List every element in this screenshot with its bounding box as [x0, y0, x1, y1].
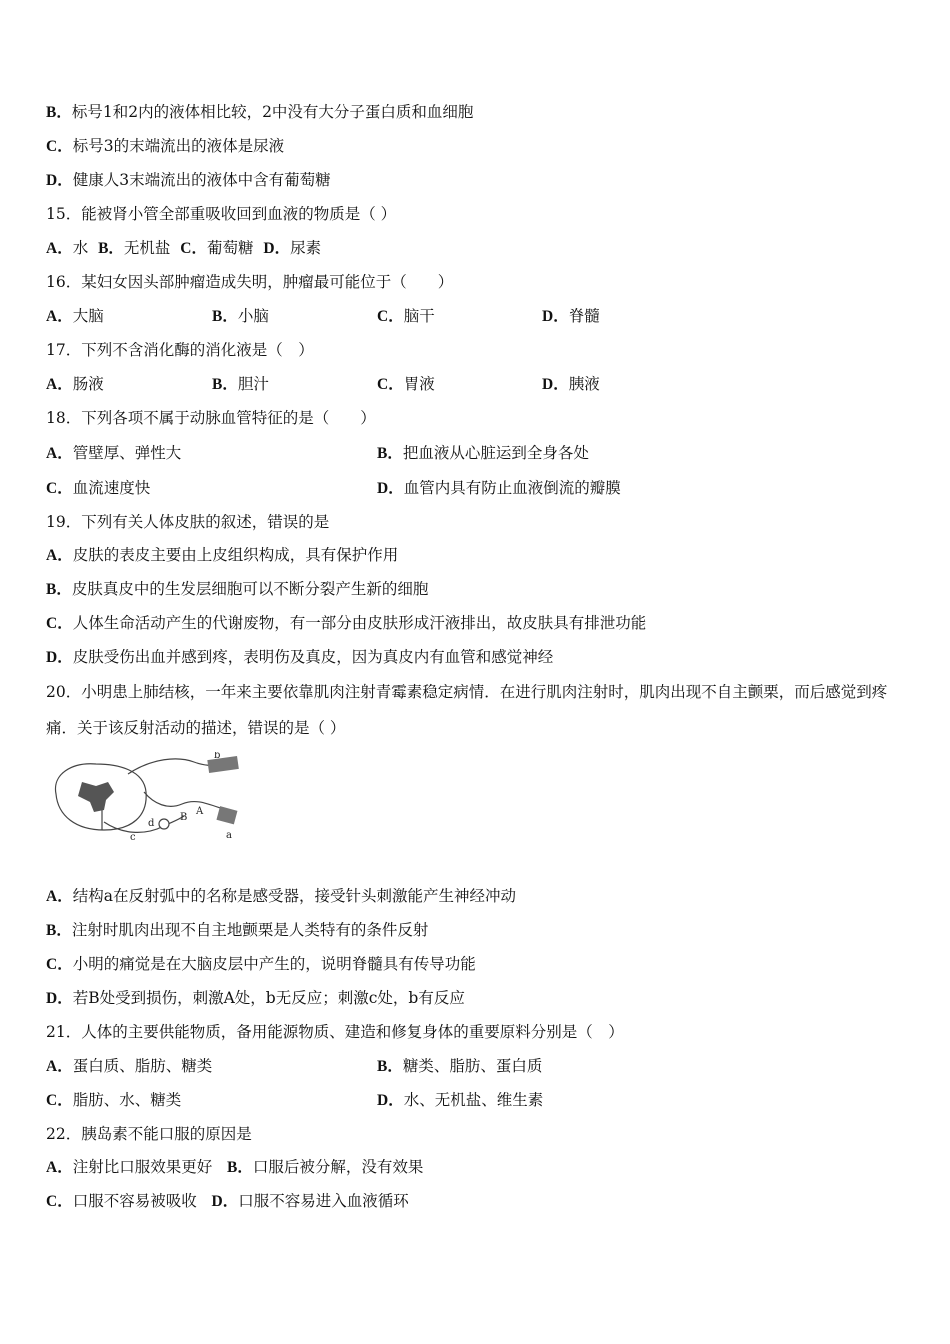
q21-option-a: A．蛋白质、脂肪、糖类	[46, 1057, 213, 1075]
label-A: A	[196, 806, 204, 817]
q14-option-d: D．健康人3末端流出的液体中含有葡萄糖	[46, 171, 331, 189]
q19-stem: 19．下列有关人体皮肤的叙述，错误的是	[46, 513, 330, 531]
q17-option-d: D．胰液	[542, 375, 600, 393]
q17-option-a: A．肠液	[46, 375, 104, 393]
q20-option-d: D．若B处受到损伤，刺激A处，b无反应；刺激c处，b有反应	[46, 989, 465, 1007]
q22-options-row2: C．口服不容易被吸收 D．口服不容易进入血液循环	[46, 1192, 409, 1210]
q18-stem: 18．下列各项不属于动脉血管特征的是（ ）	[46, 409, 376, 427]
q20-option-b: B．注射时肌肉出现不自主地颤栗是人类特有的条件反射	[46, 921, 429, 939]
q19-option-c: C．人体生命活动产生的代谢废物，有一部分由皮肤形成汗液排出，故皮肤具有排泄功能	[46, 614, 647, 632]
q21-option-d: D．水、无机盐、维生素	[377, 1091, 544, 1109]
q21-option-b: B．糖类、脂肪、蛋白质	[377, 1057, 543, 1075]
q16-stem: 16．某妇女因头部肿瘤造成失明，肿瘤最可能位于（ ）	[46, 273, 454, 291]
reflex-arc-figure	[48, 752, 243, 844]
q16-option-a: A．大脑	[46, 307, 104, 325]
q16-option-c: C．脑干	[377, 307, 435, 325]
label-B: B	[180, 812, 188, 823]
q18-option-d: D．血管内具有防止血液倒流的瓣膜	[377, 479, 621, 497]
q22-options-row1: A．注射比口服效果更好 B．口服后被分解，没有效果	[46, 1158, 424, 1176]
label-d: d	[148, 818, 155, 829]
q20-option-c: C．小明的痛觉是在大脑皮层中产生的，说明脊髓具有传导功能	[46, 955, 476, 973]
gray-matter	[78, 782, 114, 812]
q17-option-c: C．胃液	[377, 375, 435, 393]
ganglion	[159, 819, 169, 829]
label-a: a	[226, 830, 232, 841]
q16-option-d: D．脊髓	[542, 307, 600, 325]
q17-option-b: B．胆汁	[212, 375, 269, 393]
label-c: c	[130, 832, 136, 843]
q15-options: A．水 B．无机盐 C．葡萄糖 D．尿素	[46, 239, 322, 257]
q20-option-a: A．结构a在反射弧中的名称是感受器，接受针头刺激能产生神经冲动	[46, 887, 516, 905]
q15-stem: 15．能被肾小管全部重吸收回到血液的物质是（ ）	[46, 205, 397, 223]
skin-a	[216, 806, 237, 824]
muscle-b	[207, 756, 239, 773]
efferent-nerve	[104, 816, 184, 832]
q18-option-a: A．管壁厚、弹性大	[46, 444, 182, 462]
q14-option-b: B．标号1和2内的液体相比较，2中没有大分子蛋白质和血细胞	[46, 103, 474, 121]
q21-stem: 21．人体的主要供能物质，备用能源物质、建造和修复身体的重要原料分别是（ ）	[46, 1023, 624, 1041]
q17-stem: 17．下列不含消化酶的消化液是（ ）	[46, 341, 314, 359]
label-b: b	[214, 752, 221, 761]
q20-stem: 20．小明患上肺结核，一年来主要依靠肌肉注射青霉素稳定病情．在进行肌肉注射时，肌肉出现不自主颤栗，而后感觉到疼痛．关于该反射活动的描述，错误的是（ ）	[46, 683, 888, 737]
q21-option-c: C．脂肪、水、糖类	[46, 1091, 182, 1109]
q18-option-b: B．把血液从心脏运到全身各处	[377, 444, 589, 462]
q22-stem: 22．胰岛素不能口服的原因是	[46, 1125, 252, 1143]
q16-option-b: B．小脑	[212, 307, 269, 325]
q19-option-b: B．皮肤真皮中的生发层细胞可以不断分裂产生新的细胞	[46, 580, 429, 598]
q19-option-a: A．皮肤的表皮主要由上皮组织构成，具有保护作用	[46, 546, 399, 564]
afferent-nerve	[144, 792, 226, 810]
q18-option-c: C．血流速度快	[46, 479, 151, 497]
q19-option-d: D．皮肤受伤出血并感到疼，表明伤及真皮，因为真皮内有血管和感觉神经	[46, 648, 554, 666]
q14-option-c: C．标号3的末端流出的液体是尿液	[46, 137, 285, 155]
